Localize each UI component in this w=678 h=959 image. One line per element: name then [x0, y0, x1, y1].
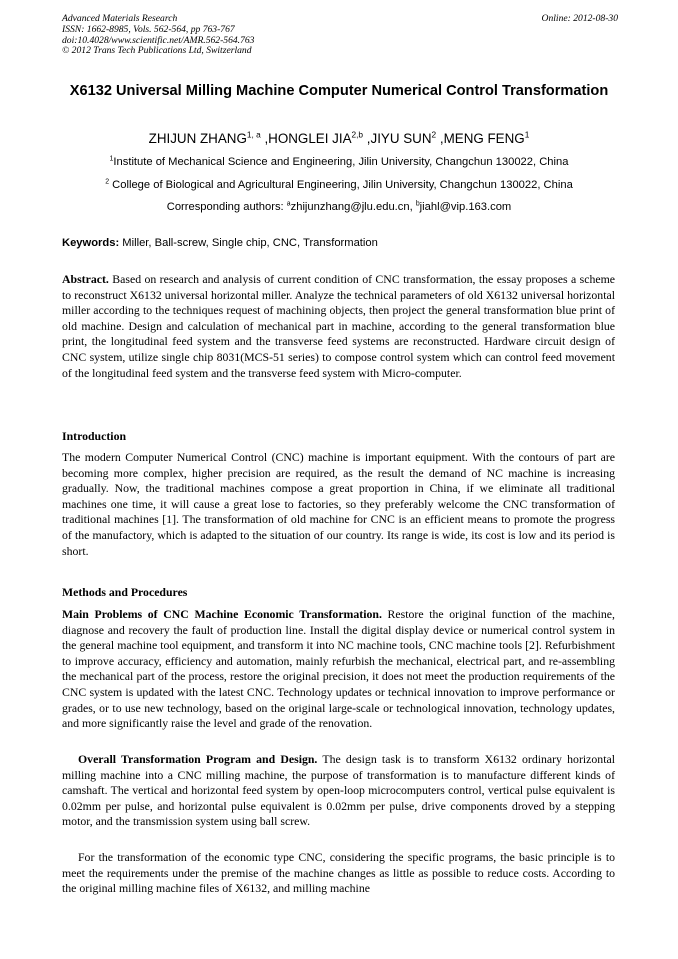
- corresponding-label: Corresponding authors:: [166, 201, 287, 213]
- email-a[interactable]: zhijunzhang@jlu.edu.cn,: [290, 201, 416, 213]
- doi-line[interactable]: doi:10.4028/www.scientific.net/AMR.562-564.763: [62, 34, 255, 46]
- author-sup: 1: [524, 129, 530, 140]
- paper-title: X6132 Universal Milling Machine Computer Numerical Control Transformation: [69, 83, 609, 99]
- copyright-line: © 2012 Trans Tech Publications Ltd, Switzerland: [62, 45, 252, 57]
- author-separator: ,: [436, 131, 444, 146]
- email-sup: b: [415, 200, 420, 208]
- author-list: [62, 130, 616, 147]
- author-separator: ,: [363, 131, 371, 146]
- abstract-label: Abstract.: [62, 272, 109, 286]
- email-sup: a: [286, 200, 291, 208]
- abstract-text: Based on research and analysis of current condition of CNC transformation, the essay proposes a scheme to reconstruct X6132 universal horizontal miller. Analyze the technical parameters of old X6132 universal horizontal miller according to the techniques request of machining objects, then project the general transformation blue print of old machine. Design and calculation of mechanical part in machine, according to the general transformation blue print, the longitudinal feed system and the transverse feed systems are reconstructed. Hardware circuit design of CNC system, utilize single chip 8031(MCS-51 series) to compose control system which can control feed movement of the longitudinal feed system and the transverse feed system with Micro-computer.: [62, 272, 615, 380]
- journal-header: [62, 14, 618, 57]
- author-sup: 2,b: [351, 129, 364, 140]
- affiliation-sup: 1: [109, 155, 114, 163]
- issn-line: ISSN: 1662-8985, Vols. 562-564, pp 763-767: [62, 23, 235, 35]
- affiliation-2: [62, 178, 616, 192]
- main-problems-text: Restore the original function of the machine, diagnose and recovery the fault of production line. Install the digital display device or numerical control system in the general machine tool equipment, and transform it into NC machine tools, CNC machine tools [2]. Refurbishment to improve accuracy, efficiency and automation, mainly refurbish the mechanical, electrical part, and re-assembling the mechanical part of the process, restore the original precision, it does not meet the production requirements of the CNC system is updated with the latest CNC. Technology updates or technical innovation to improve performance or grades, or to use new technology, based on the original large-scale or technological innovation, technology updates, and more significantly raise the level and grade of the renovation.: [62, 607, 615, 731]
- introduction-text: The modern Computer Numerical Control (CNC) machine is important equipment. With the contours of part are becoming more complex, higher precision are required, as the result the demand of NC machine is increasing gradually. Now, the traditional machines compose a great proportion in China, if we eliminate all traditional machines one time, it will cause a great lose to factories, so they preferably welcome the CNC transformation of traditional machines [1]. The transformation of old machine for CNC is an efficient means to promote the progress of the manufactory, which is adapted to the situation of our country. Its range is wide, its cost is low and its period is short.: [62, 450, 615, 558]
- author-name: JIYU SUN: [370, 131, 432, 146]
- affiliation-sup: 2: [105, 178, 110, 186]
- overall-program-paragraph: [62, 752, 615, 830]
- transformation-paragraph: For the transformation of the economic type CNC, considering the specific programs, the basic principle is to meet the requirements under the premise of the machine changes as little as possible to reduce costs. According to the original milling machine files of X6132, and milling machine: [62, 850, 615, 896]
- author-name: MENG FENG: [443, 131, 525, 146]
- main-problems-label: Main Problems of CNC Machine Economic Transformation.: [62, 607, 382, 621]
- online-date: Online: 2012-08-30: [541, 13, 618, 24]
- main-problems-paragraph: [62, 607, 615, 732]
- overall-program-text: The design task is to transform X6132 ordinary horizontal milling machine into a CNC milling machine, the purpose of transformation is to manufacture different kinds of camshaft. The vertical and horizontal feed system by open-loop microcomputers control, vertical pulse equivalent is 0.02mm per pulse, and horizontal pulse equivalent is 0.02mm per pulse, drive components droved by a stepping motor, and the transmission system using ball screw.: [62, 752, 615, 829]
- author-name: ZHIJUN ZHANG: [148, 131, 247, 146]
- author-sup: 1, a: [246, 129, 261, 140]
- email-b[interactable]: jiahl@vip.163.com: [419, 201, 512, 213]
- corresponding-authors: [62, 200, 616, 214]
- affiliation-text: College of Biological and Agricultural Engineering, Jilin University, Changchun 130022, China: [112, 179, 573, 191]
- author-sup: 2: [431, 129, 437, 140]
- affiliation-1: [62, 155, 616, 169]
- author-separator: ,: [260, 131, 269, 146]
- abstract: [62, 272, 615, 381]
- methods-heading: Methods and Procedures: [62, 585, 188, 599]
- keywords: [62, 236, 616, 250]
- introduction-heading: Introduction: [62, 429, 127, 443]
- author-name: HONGLEI JIA: [268, 131, 352, 146]
- journal-name: Advanced Materials Research: [62, 13, 178, 24]
- keywords-label: Keywords:: [62, 237, 120, 249]
- affiliation-text: Institute of Mechanical Science and Engineering, Jilin University, Changchun 130022, China: [113, 156, 569, 168]
- overall-program-label: Overall Transformation Program and Design.: [78, 752, 318, 766]
- keywords-text: Miller, Ball-screw, Single chip, CNC, Transformation: [119, 237, 378, 249]
